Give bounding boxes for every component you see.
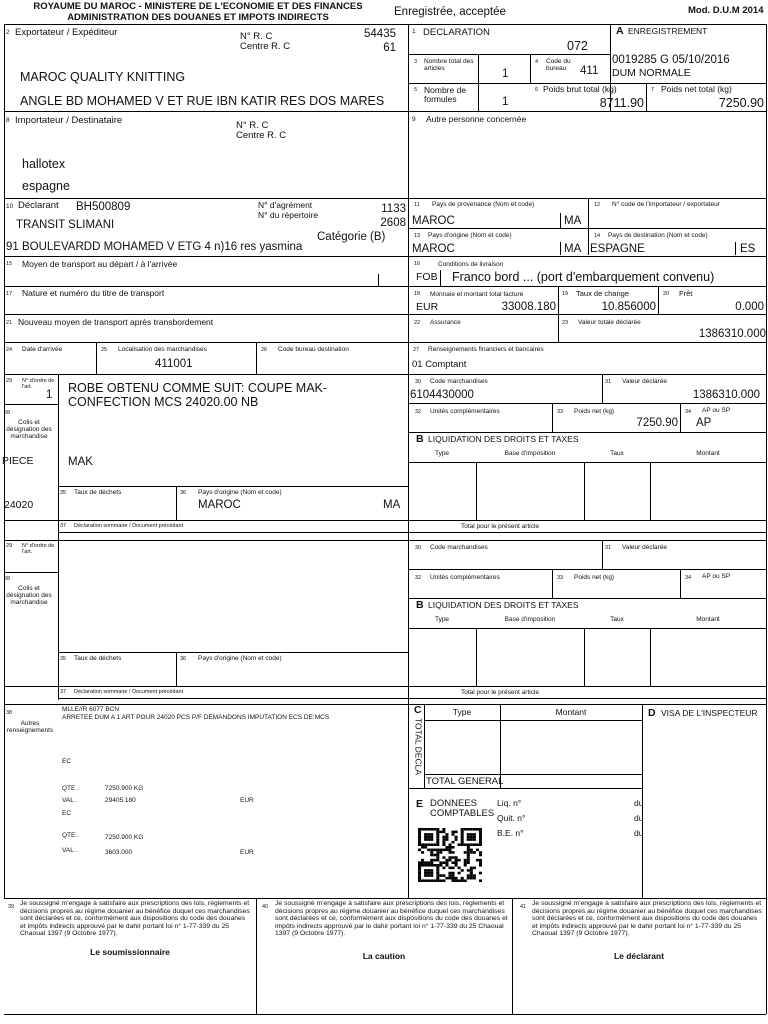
- box-number: 16: [414, 261, 421, 267]
- exporter-centre-label: Centre R. C: [240, 41, 291, 52]
- box22-label: Assurance: [430, 319, 461, 326]
- declarant-category: Catégorie (B): [317, 231, 386, 243]
- undertaking-text: Je soussigné m'engage à satisfaire aux prescriptions des lois, règlements et décisions propres au régime douanier au bénéfice duquel ces marchandises sont déclarées et ce, conformément aux dispositions du code des douanes et impôts indirects approuvé par le dahir portant loi n° 1-77-339 du 25 Chaoual 1397 (9 Octobre 1977).: [20, 900, 250, 938]
- col-base: Base d'imposition: [504, 450, 556, 457]
- importer-name: hallotex: [22, 157, 66, 171]
- liquidation-title: LIQUIDATION DES DROITS ET TAXES: [428, 600, 579, 610]
- box-number: 5: [414, 87, 418, 93]
- be-label: B.E. n°: [497, 828, 524, 838]
- origin-code: MA: [383, 499, 401, 511]
- box-number: 29: [6, 378, 13, 384]
- qte-label: QTE .: [62, 832, 79, 839]
- box-number: 11: [414, 202, 420, 208]
- package-marks: MAK: [68, 456, 93, 468]
- box-number: 12: [594, 202, 601, 208]
- repertoire-label: N° du répertoire: [258, 210, 319, 220]
- box12-label: N° code de l'importateur / exportateur: [612, 201, 720, 208]
- declarant-address: 91 BOULEVARDD MOHAMED V ETG 4 n)16 res yasmina: [6, 241, 303, 253]
- box-number: 26: [261, 347, 268, 353]
- box14-code: ES: [740, 243, 756, 255]
- supplementary-units-label: Unités complémentaires: [430, 408, 500, 415]
- col-type: Type: [434, 616, 450, 623]
- goods-description: ROBE OBTENU COMME SUIT: COUPE MAK-CONFECTION MCS 24020.00 NB: [68, 381, 328, 410]
- qte-value: 7250.900 KG: [105, 834, 144, 841]
- box-number: 36: [180, 656, 187, 662]
- accounting-letter: E: [416, 798, 424, 810]
- qte-label: QTE .: [62, 785, 79, 792]
- accounting-label-2: COMPTABLES: [430, 808, 495, 819]
- net-weight-label: Poids net (kg): [574, 574, 615, 581]
- box-number: 32: [415, 575, 422, 581]
- freight-value: 0.000: [735, 301, 764, 313]
- bureau-label: Code du bureau: [546, 58, 571, 73]
- box-number: 17: [6, 291, 13, 297]
- quit-label: Quit. n°: [497, 813, 526, 823]
- status-text: Enregistrée, acceptée: [394, 6, 506, 18]
- origin-country: MAROC: [198, 499, 241, 511]
- box-number: 35: [60, 490, 67, 496]
- box-number: 30: [415, 379, 422, 385]
- commodity-code-label: Code marchandises: [430, 544, 488, 551]
- commodity-code-label: Code marchandises: [430, 378, 488, 385]
- other-person-label: Autre personne concernée: [426, 114, 527, 124]
- delivery-code: FOB: [416, 271, 438, 283]
- agrement-label: N° d'agrément: [258, 200, 313, 210]
- box-number: 27: [413, 347, 420, 353]
- declared-value-label: Valeur déclarée: [622, 544, 668, 551]
- box-number: 6: [535, 87, 539, 93]
- box-number: 34: [685, 409, 692, 415]
- val-currency: EUR: [240, 797, 254, 804]
- be-date-label: du: [634, 828, 644, 838]
- goods-location: 411001: [155, 358, 193, 370]
- box14-label: Pays de destination (Nom et code): [608, 232, 708, 239]
- exchange-rate: 10.856000: [601, 301, 656, 313]
- box-number: 37: [60, 689, 67, 695]
- col-type: Type: [434, 450, 450, 457]
- box-number: 41: [520, 904, 527, 910]
- supplementary-units-label: Unités complémentaires: [430, 574, 500, 581]
- box16-label: Conditions de livraison: [438, 261, 504, 268]
- box11-label: Pays de provenance (Nom et code): [432, 201, 535, 208]
- net-weight-label: Poids net (kg): [574, 408, 615, 415]
- box-number: 19: [562, 291, 569, 297]
- box-number: 20: [663, 291, 670, 297]
- header-administration: ADMINISTRATION DES DOUANES ET IMPOTS INDIRECTS: [67, 12, 329, 23]
- val-label: VAL .: [62, 847, 78, 854]
- box-number: 34: [685, 575, 692, 581]
- packages-label: Colis et désignation des marchandise: [6, 585, 52, 607]
- box-number: 10: [6, 203, 14, 210]
- totals-vertical-label: TOTAL DECLA: [413, 718, 424, 775]
- undertaking-text: Je soussigné m'engage à satisfaire aux prescriptions des lois, règlements et décisions propres au régime douanier au bénéfice duquel ces marchandises sont déclarées et ce, conformément aux dispositions du code des douanes et impôts indirects approuvé par le dahir portant loi n° 1-77-339 du 25 Chaoual 1397 (9 Octobre 1977).: [532, 900, 762, 938]
- box-number: 2: [6, 29, 10, 36]
- exporter-address: ANGLE BD MOHAMED V ET RUE IBN KATIR RES DOS MARES: [20, 94, 385, 108]
- article-net-weight: 7250.90: [636, 417, 678, 429]
- importer-label: Importateur / Destinataire: [15, 115, 123, 126]
- origin-label: Pays d'origine (Nom et code): [198, 655, 282, 662]
- box-number: 21: [6, 320, 13, 326]
- total-declared-value: 1386310.000: [698, 328, 766, 340]
- declarant-code: BH500809: [76, 201, 131, 213]
- formules-label: Nombre de formules: [424, 85, 467, 105]
- box27-label: Renseignements financiers et bancaires: [428, 346, 544, 353]
- undertaking-text: Je soussigné m'engage à satisfaire aux prescriptions des lois, règlements et décisions propres au régime douanier au bénéfice duquel ces marchandises sont déclarées et ce, conformément aux dispositions du code des douanes et impôts indirects approuvé par le dahir portant loi n° 1-77-339 du 25 Chaoual 1397 (9 Octobre 1977).: [275, 900, 508, 938]
- origin-label: Pays d'origine (Nom et code): [198, 489, 282, 496]
- col-montant: Montant: [696, 616, 720, 623]
- box-number: 22: [414, 320, 421, 326]
- registration-number: 0019285 G 05/10/2016: [612, 54, 730, 66]
- box-number: 31: [605, 379, 612, 385]
- ap-sp-value: AP: [696, 417, 712, 429]
- box-number: 9: [412, 116, 416, 123]
- box-number: 40: [262, 904, 269, 910]
- gross-weight-label: Poids brut total (kg): [543, 84, 617, 94]
- box-number: 39: [8, 904, 15, 910]
- exporter-rc-value: 54435: [364, 28, 396, 40]
- box-number: 29: [6, 543, 13, 549]
- box15-label: Moyen de transport au départ / à l'arrivée: [22, 259, 178, 269]
- agrement-value: 1133: [381, 203, 406, 215]
- exporter-rc-label: N° R. C: [240, 31, 273, 42]
- box-number: 1: [412, 28, 416, 35]
- article-order-label: N° d'ordre de l'art.: [22, 378, 55, 391]
- box14-country: ESPAGNE: [590, 243, 645, 255]
- registration-type: DUM NORMALE: [612, 67, 691, 79]
- box-number: 37: [60, 523, 67, 529]
- articles-label: Nombre total des articles: [424, 58, 474, 73]
- importer-country: espagne: [22, 179, 70, 193]
- header-ministry: ROYAUME DU MAROC - MINISTERE DE L'ECONOMIE ET DES FINANCES: [33, 1, 363, 12]
- commodity-code: 6104430000: [410, 389, 474, 401]
- summary-declaration-label: Déclaration sommaire / Document précédant: [74, 523, 184, 529]
- exporter-centre-value: 61: [383, 42, 396, 54]
- box-number: 4: [535, 59, 539, 65]
- bureau-value: 411: [580, 65, 599, 77]
- box18-label: Monnaie et montant total facturé: [430, 291, 524, 298]
- waste-rate-label: Taux de déchets: [74, 655, 122, 662]
- package-count: 24020: [4, 499, 34, 511]
- totals-letter: C: [414, 704, 422, 716]
- totals-col-montant: Montant: [555, 707, 587, 717]
- box-number: 24: [6, 347, 13, 353]
- repertoire-value: 2608: [380, 217, 406, 229]
- col-base: Base d'imposition: [504, 616, 556, 623]
- net-weight-value: 7250.90: [718, 96, 764, 110]
- summary-declaration-label: Déclaration sommaire / Document précédant: [74, 689, 184, 695]
- package-type: PIECE: [2, 455, 34, 467]
- declarant-name: TRANSIT SLIMANI: [16, 219, 115, 231]
- box-number: 30: [415, 545, 422, 551]
- val-currency: EUR: [240, 849, 254, 856]
- model-label: Mod. D.U.M 2014: [688, 5, 764, 16]
- financial-info: 01 Comptant: [412, 359, 467, 370]
- declared-value-label: Valeur déclarée: [622, 378, 668, 385]
- liq-date-label: du: [634, 798, 644, 808]
- box13-label: Pays d'origine (Nom et code): [428, 232, 512, 239]
- visa-letter: D: [648, 707, 656, 719]
- article-total: Total pour le présent article: [460, 689, 540, 696]
- box11-country: MAROC: [412, 215, 455, 227]
- box-number: 3: [414, 59, 418, 65]
- box24-label: Date d'arrivée: [22, 346, 63, 353]
- box-number: 28: [4, 576, 11, 582]
- box-number: 25: [101, 347, 108, 353]
- box-number: 38: [6, 710, 13, 716]
- article-order: 1: [46, 389, 53, 401]
- box-number: 7: [651, 87, 655, 93]
- val-label: VAL .: [62, 797, 78, 804]
- col-taux: Taux: [610, 450, 624, 457]
- col-montant: Montant: [696, 450, 720, 457]
- packages-label: Colis et désignation des marchandise: [6, 419, 52, 441]
- importer-centre-label: Centre R. C: [236, 130, 287, 141]
- quit-date-label: du: [634, 813, 644, 823]
- registration-letter: A: [616, 25, 624, 37]
- val-value: 3603.000: [105, 849, 133, 856]
- article-order-label: N° d'ordre de l'art.: [22, 543, 55, 556]
- ec-label: EC: [62, 758, 72, 765]
- box13-country: MAROC: [412, 243, 455, 255]
- net-weight-label: Poids net total (kg): [661, 84, 732, 94]
- val-value: 29405.180: [105, 797, 136, 804]
- declarant-label: Déclarant: [18, 200, 59, 211]
- box19-label: Taux de change: [576, 289, 629, 298]
- box-number: 33: [557, 575, 564, 581]
- box-number: 13: [414, 233, 421, 239]
- declared-value: 1386310.000: [692, 389, 760, 401]
- registration-label: ENREGISTREMENT: [628, 26, 708, 36]
- box11-code: MA: [564, 215, 582, 227]
- box17-label: Nature et numéro du titre de transport: [22, 288, 165, 298]
- declaration-label: DECLARATION: [423, 27, 490, 38]
- articles-value: 1: [502, 68, 509, 80]
- other-info-line1: MLLE//R 6077 BCN: [62, 706, 120, 713]
- exporter-name: MAROC QUALITY KNITTING: [20, 70, 186, 84]
- declaration-value: 072: [567, 39, 588, 53]
- exporter-label: Exportateur / Expéditeur: [15, 27, 118, 38]
- box20-label: Frêt: [679, 289, 693, 298]
- box25-label: Localisation des marchandises: [118, 346, 207, 353]
- box-number: 33: [557, 409, 564, 415]
- ap-sp-label: AP ou SP: [702, 407, 731, 414]
- formules-value: 1: [502, 96, 509, 108]
- col-taux: Taux: [610, 616, 624, 623]
- ap-sp-label: AP ou SP: [702, 573, 731, 580]
- waste-rate-label: Taux de déchets: [74, 489, 122, 496]
- other-info-line2: ARRETEE DUM A 1 ART POUR 24020 PCS P/F DEMANDONS IMPUTATION ECS DE:MCS: [62, 714, 330, 721]
- delivery-terms: Franco bord ... (port d'embarquement convenu): [452, 270, 715, 284]
- signature-title: Le déclarant: [613, 951, 665, 961]
- signature-title: Le soumissionnaire: [90, 947, 170, 957]
- visa-label: VISA DE L'INSPECTEUR: [661, 708, 758, 718]
- box23-label: Valeur totale déclarée: [578, 319, 641, 326]
- totals-col-type: Type: [452, 707, 472, 717]
- liquidation-letter: B: [416, 433, 424, 445]
- other-info-label: Autres renseignements: [6, 720, 54, 735]
- box21-label: Nouveau moyen de transport après transbordement: [18, 317, 214, 327]
- box13-code: MA: [564, 243, 582, 255]
- total-general-label: TOTAL GENERAL: [426, 776, 504, 787]
- box-number: 35: [60, 656, 67, 662]
- box-number: 28: [4, 410, 11, 416]
- signature-title: La caution: [362, 951, 406, 961]
- box-number: 31: [605, 545, 612, 551]
- ec-label: EC: [62, 810, 72, 817]
- invoice-amount: 33008.180: [501, 301, 556, 313]
- importer-rc-label: N° R. C: [236, 120, 269, 131]
- box-number: 32: [415, 409, 422, 415]
- invoice-currency: EUR: [416, 301, 439, 313]
- gross-weight-value: 8711.90: [599, 96, 644, 110]
- box-number: 18: [414, 291, 421, 297]
- box-number: 36: [180, 490, 187, 496]
- box26-label: Code bureau destination: [278, 346, 349, 353]
- box-number: 15: [6, 261, 13, 267]
- liquidation-title: LIQUIDATION DES DROITS ET TAXES: [428, 434, 579, 444]
- qte-value: 7250.900 KG: [105, 785, 144, 792]
- box-number: 14: [594, 233, 601, 239]
- accounting-label-1: DONNEES: [430, 798, 477, 809]
- article-total: Total pour le présent article: [460, 523, 540, 530]
- box-number: 8: [6, 117, 10, 124]
- box-number: 23: [562, 320, 569, 326]
- qr-code: [418, 828, 482, 882]
- liq-label: Liq. n°: [497, 798, 522, 808]
- liquidation-letter: B: [416, 599, 424, 611]
